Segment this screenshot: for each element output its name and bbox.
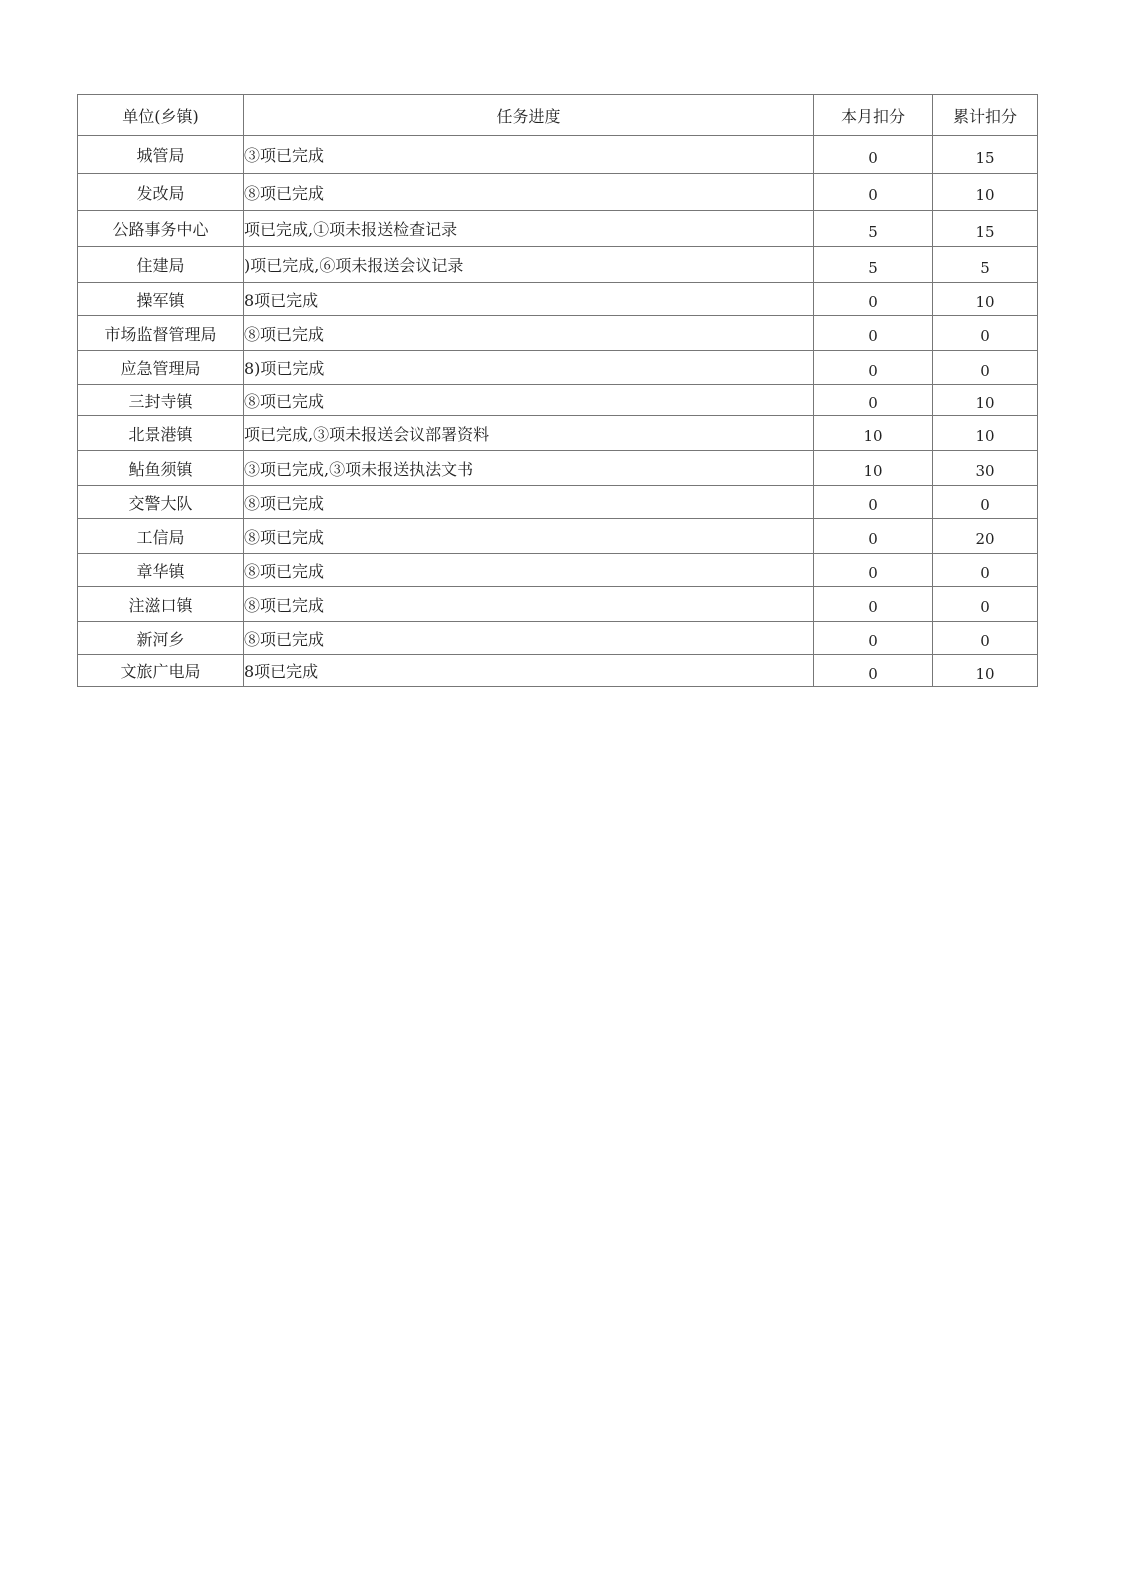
cell-month-deduction-value: 5 [868, 258, 878, 277]
cell-unit: 操军镇 [78, 283, 244, 316]
header-row [78, 95, 1038, 136]
cell-progress: ⑧项已完成 [244, 385, 814, 416]
cell-total-deduction-value: 10 [975, 186, 995, 204]
cell-progress: ⑧项已完成 [244, 174, 814, 211]
table-row [78, 174, 1038, 211]
table-header [78, 95, 1038, 136]
cell-progress: ⑧项已完成 [244, 622, 814, 655]
cell-unit: 鲇鱼须镇 [78, 451, 244, 486]
cell-month-deduction-value: 0 [868, 598, 878, 616]
cell-month-deduction-value: 5 [868, 222, 878, 241]
cell-month-deduction [814, 486, 933, 519]
cell-month-deduction-value: 0 [868, 632, 878, 650]
cell-month-deduction-value: 0 [868, 148, 878, 167]
cell-month-deduction-value: 0 [868, 664, 878, 683]
cell-total-deduction-value: 0 [980, 496, 990, 514]
table-row [78, 451, 1038, 486]
cell-month-deduction-value: 10 [863, 462, 883, 480]
table-row [78, 416, 1038, 451]
cell-month-deduction [814, 283, 933, 316]
cell-unit: 发改局 [78, 174, 244, 211]
cell-progress: 8项已完成 [244, 283, 814, 316]
cell-progress: 8项已完成 [244, 655, 814, 687]
cell-progress: )项已完成,⑥项未报送会议记录 [244, 247, 814, 283]
cell-progress: ⑧项已完成 [244, 554, 814, 587]
cell-progress: ⑧项已完成 [244, 587, 814, 622]
cell-total-deduction-value: 10 [975, 394, 995, 412]
task-progress-table [77, 94, 1038, 687]
cell-total-deduction [933, 451, 1038, 486]
cell-total-deduction-value: 15 [975, 222, 995, 241]
cell-month-deduction [814, 451, 933, 486]
cell-unit: 工信局 [78, 519, 244, 554]
cell-total-deduction-value: 20 [975, 530, 995, 548]
cell-total-deduction [933, 211, 1038, 247]
cell-progress: ③项已完成,③项未报送执法文书 [244, 451, 814, 486]
cell-total-deduction-value: 10 [975, 664, 995, 683]
cell-total-deduction [933, 174, 1038, 211]
cell-total-deduction [933, 554, 1038, 587]
cell-month-deduction-value: 0 [868, 361, 878, 380]
cell-total-deduction [933, 247, 1038, 283]
cell-month-deduction [814, 554, 933, 587]
header-progress: 任务进度 [244, 95, 814, 136]
cell-total-deduction-value: 0 [980, 632, 990, 650]
cell-total-deduction-value: 0 [980, 327, 990, 345]
cell-unit: 住建局 [78, 247, 244, 283]
cell-month-deduction [814, 385, 933, 416]
table-row [78, 351, 1038, 385]
table-row [78, 655, 1038, 687]
cell-total-deduction-value: 0 [980, 361, 990, 380]
cell-unit: 文旅广电局 [78, 655, 244, 687]
cell-total-deduction-value: 0 [980, 564, 990, 582]
cell-total-deduction [933, 351, 1038, 385]
header-unit: 单位(乡镇) [78, 95, 244, 136]
cell-month-deduction [814, 136, 933, 174]
cell-progress: 项已完成,①项未报送检查记录 [244, 211, 814, 247]
cell-month-deduction-value: 0 [868, 564, 878, 582]
cell-month-deduction [814, 316, 933, 351]
cell-total-deduction [933, 655, 1038, 687]
header-total-deduction: 累计扣分 [933, 95, 1038, 136]
cell-unit: 应急管理局 [78, 351, 244, 385]
cell-unit: 新河乡 [78, 622, 244, 655]
cell-total-deduction [933, 136, 1038, 174]
cell-month-deduction-value: 0 [868, 327, 878, 345]
cell-month-deduction [814, 416, 933, 451]
table-row [78, 316, 1038, 351]
cell-month-deduction-value: 0 [868, 530, 878, 548]
table-row [78, 519, 1038, 554]
cell-total-deduction-value: 0 [980, 598, 990, 616]
cell-progress: 8)项已完成 [244, 351, 814, 385]
cell-unit: 城管局 [78, 136, 244, 174]
table-row [78, 283, 1038, 316]
table-row [78, 622, 1038, 655]
cell-total-deduction [933, 385, 1038, 416]
table-row [78, 486, 1038, 519]
cell-total-deduction-value: 5 [980, 258, 990, 277]
cell-month-deduction-value: 0 [868, 186, 878, 204]
header-month-deduction: 本月扣分 [814, 95, 933, 136]
cell-month-deduction-value: 0 [868, 394, 878, 412]
cell-month-deduction [814, 587, 933, 622]
cell-total-deduction [933, 519, 1038, 554]
table-row [78, 587, 1038, 622]
table-row [78, 247, 1038, 283]
cell-unit: 公路事务中心 [78, 211, 244, 247]
cell-unit: 注滋口镇 [78, 587, 244, 622]
cell-total-deduction [933, 316, 1038, 351]
cell-progress: ⑧项已完成 [244, 519, 814, 554]
cell-month-deduction-value: 0 [868, 496, 878, 514]
cell-month-deduction [814, 247, 933, 283]
cell-month-deduction [814, 655, 933, 687]
table-row [78, 136, 1038, 174]
cell-month-deduction-value: 10 [863, 427, 883, 445]
cell-progress: 项已完成,③项未报送会议部署资料 [244, 416, 814, 451]
cell-total-deduction [933, 587, 1038, 622]
cell-month-deduction-value: 0 [868, 293, 878, 311]
cell-unit: 市场监督管理局 [78, 316, 244, 351]
cell-progress: ⑧项已完成 [244, 486, 814, 519]
cell-total-deduction [933, 283, 1038, 316]
cell-progress: ⑧项已完成 [244, 316, 814, 351]
cell-month-deduction [814, 351, 933, 385]
cell-total-deduction [933, 486, 1038, 519]
cell-total-deduction-value: 15 [975, 148, 995, 167]
cell-unit: 北景港镇 [78, 416, 244, 451]
cell-month-deduction [814, 622, 933, 655]
cell-total-deduction-value: 30 [975, 462, 995, 480]
table-row [78, 554, 1038, 587]
table-row [78, 385, 1038, 416]
cell-total-deduction-value: 10 [975, 427, 995, 445]
table-row [78, 211, 1038, 247]
cell-unit: 章华镇 [78, 554, 244, 587]
cell-unit: 交警大队 [78, 486, 244, 519]
cell-month-deduction [814, 519, 933, 554]
table-body [78, 136, 1038, 687]
cell-total-deduction [933, 622, 1038, 655]
cell-total-deduction [933, 416, 1038, 451]
cell-month-deduction [814, 174, 933, 211]
cell-progress: ③项已完成 [244, 136, 814, 174]
cell-unit: 三封寺镇 [78, 385, 244, 416]
cell-total-deduction-value: 10 [975, 293, 995, 311]
cell-month-deduction [814, 211, 933, 247]
